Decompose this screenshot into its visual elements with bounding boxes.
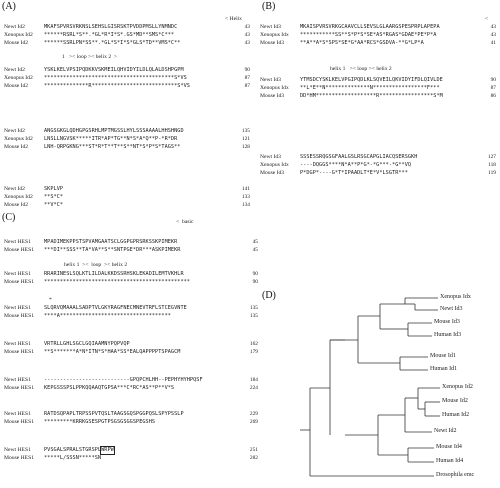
sequence-residues: *****************************************S*VS <box>44 75 187 81</box>
sequence-name: Xenopus Idx <box>260 162 289 168</box>
sequence-name: Newt Id3 <box>260 154 281 160</box>
sequence-residues: MPADIMEKPPSTSPVAMGAATSCLGGPGPRSRKSSKPIMEKR <box>44 239 178 245</box>
tree-leaf-label: Human Id4 <box>436 458 464 464</box>
residue-count: 41 <box>490 40 496 46</box>
residue-count: 43 <box>244 24 250 30</box>
sequence-residues: ******RSRL*S**.*GL*R*I*S*.GS*MD**SMS*C*** <box>44 32 175 38</box>
tree-leaf-label: Human Id3 <box>434 332 462 338</box>
sequence-residues: KEPGSSSPSLPPKQQAAQTGPSA***C*RC*AS**P**V*S <box>44 385 175 391</box>
tree-leaf-label: Newt Id3 <box>440 306 463 312</box>
panel-label-b: (B) <box>262 1 276 12</box>
sequence-name: Mouse Id3 <box>260 40 285 46</box>
residue-count: 282 <box>249 455 258 461</box>
sequence-residues: YTMSDCYSKLKELVPGIPQDLKLSQVEILQKVIDYIFDLQIVLDE <box>300 77 443 83</box>
sequence-residues: VRTRLLGHLSGCLGQIAAMNYPQPVQP <box>44 341 130 347</box>
sequence-residues: ***DI**SSS**TA*VA**S**SNTPGE*DR***ASKPIMEKR <box>44 247 181 253</box>
residue-count: 134 <box>241 202 250 208</box>
residue-count: 121 <box>241 136 250 142</box>
residue-count: 179 <box>249 349 258 355</box>
sequence-residues: *****L/SSSN*****SN <box>44 455 102 461</box>
residue-count: 118 <box>488 162 496 168</box>
sequence-residues: ---------------------------GPQPCHLHH--PEPHYHYHPQSF <box>44 377 203 383</box>
sequence-name: Mouse HES1 <box>4 385 34 391</box>
residue-count: 43 <box>244 40 250 46</box>
sequence-residues: ***********SS**S*P*S*SE*AS*RGAS*GDAE*PE*P*A <box>300 32 437 38</box>
sequence-name: Newt HES1 <box>4 447 31 453</box>
sequence-name: Newt Id2 <box>4 67 25 73</box>
sequence-residues: SKPLVP <box>44 186 64 192</box>
tree-leaf-label: Newt Id2 <box>434 428 457 434</box>
residue-count: 90 <box>252 271 258 277</box>
residue-count: 184 <box>249 377 258 383</box>
residue-count: 224 <box>249 385 258 391</box>
sequence-name: Newt HES1 <box>4 305 31 311</box>
sequence-name: Mouse Id3 <box>260 170 285 176</box>
sequence-residues: ****A*********************************** <box>44 313 171 319</box>
residue-count: 127 <box>487 154 496 160</box>
sequence-residues: RATDSQPAPLTRPSSPVTQSLTAAGSGQSPGGPQSLSPYPSSLP <box>44 411 184 417</box>
sequence-name: Mouse Id2 <box>4 40 29 46</box>
residue-count: 43 <box>490 32 496 38</box>
residue-count: 135 <box>249 305 258 311</box>
residue-count: 119 <box>488 170 496 176</box>
sequence-name: Newt Id3 <box>260 24 281 30</box>
residue-count: 45 <box>252 239 258 245</box>
sequence-name: Newt Id2 <box>4 186 25 192</box>
sequence-name: Newt Id3 <box>260 77 281 83</box>
panel-label-a: (A) <box>2 1 16 12</box>
sequence-residues: ******SSRLPN*SS**.*GL*S*I*S*GLS*TD**VMS*C** <box>44 40 181 46</box>
tree-leaf-label: Drosophila emc <box>436 472 475 478</box>
sequence-name: Newt HES1 <box>4 239 31 245</box>
panel-b-loop-annotation: helix 1 >< loop >< helix 2 <box>330 66 392 72</box>
sequence-name: Mouse Id2 <box>4 202 29 208</box>
residue-count: 86 <box>490 93 496 99</box>
sequence-name: Xenopus Id2 <box>4 75 33 81</box>
residue-count: 135 <box>249 313 258 319</box>
residue-count: 269 <box>249 419 258 425</box>
sequence-residues: RRARINESLSQLKTLILDALKKDSSRHSKLEKADILEMTVKHLR <box>44 271 184 277</box>
sequence-residues: SLQRVQMAAALSADPTVLGKYRAGFNECMNEVTRFLSTCEGVNTE <box>44 305 187 311</box>
sequence-name: Xenopus Id2 <box>4 32 33 38</box>
panel-label-d: (D) <box>262 290 276 301</box>
tree-leaf-label: Mouse Id1 <box>430 353 456 359</box>
panel-c-helix-annotation: helix 1 >< loop >< helix 2 <box>64 262 128 268</box>
residue-count: 135 <box>241 128 250 134</box>
tree-leaf-label: Xenopus Idx <box>440 294 471 300</box>
tree-leaf-label: Mouse Id4 <box>436 444 462 450</box>
tree-leaf-label: Mouse Id3 <box>434 319 460 325</box>
sequence-residues: ----DQGGS****N*A**P*G*-*G***-*G**VQ <box>300 162 412 168</box>
sequence-name: Newt HES1 <box>4 271 31 277</box>
sequence-name: Mouse HES1 <box>4 455 34 461</box>
sequence-residues: **************R***************************S*VS <box>44 83 190 89</box>
sequence-residues: SSSESSRQGSGFAALGSLRSGCAPGLIACQSERSGKH <box>300 154 418 160</box>
sequence-name: Newt HES1 <box>4 377 31 383</box>
sequence-name: Mouse HES1 <box>4 349 34 355</box>
sequence-name: Xenopus Idx <box>260 85 289 91</box>
panel-c-basic-annotation: < basic <box>176 219 194 225</box>
sequence-name: Newt HES1 <box>4 411 31 417</box>
sequence-name: Xenopus Id2 <box>4 136 33 142</box>
sequence-residues: DD*HM*******************R*****************S*M <box>300 93 443 99</box>
sequence-residues: **S*******A*N*ITN*S*HAA*SS*EALQAPPPPTSPAGCM <box>44 349 181 355</box>
sequence-name: Newt HES1 <box>4 341 31 347</box>
residue-count: 162 <box>249 341 258 347</box>
sequence-residues: **A**A*S*SPS*SE*G*AA*RCS*GSDVA-**G*LP*A <box>300 40 424 46</box>
panel-c-star-mark: * <box>49 297 52 303</box>
sequence-residues: LNSLLNGVSK*****ITR*AP*TG**N*S*A*Q**P-*R*DR <box>44 136 178 142</box>
sequence-residues: LNH-QRPGKNG***ST*R*T**T**S**NT*S*P*S*TAGS** <box>44 144 181 150</box>
residue-count: 128 <box>241 144 250 150</box>
sequence-residues: P*DGP*----G*T*IPAADLT*E*V*LSGTR*** <box>300 170 408 176</box>
panel-a-loop-annotation: 1 >< loop >< helix 2 > <box>62 54 118 60</box>
sequence-name: Mouse Id3 <box>260 93 285 99</box>
residue-count: 229 <box>249 411 258 417</box>
panel-b-helix-arrow: < <box>485 16 489 22</box>
tree-leaf-label: Human Id2 <box>442 412 470 418</box>
residue-count: 90 <box>490 77 496 83</box>
residue-count: 90 <box>252 279 258 285</box>
sequence-name: Newt Id2 <box>4 128 25 134</box>
wrpw-motif-box: WRPW <box>101 447 114 453</box>
sequence-residues: YSKLKELVPSIPQDKKVSKMEILQHVIDYILDLQLALDSHPGPM <box>44 67 184 73</box>
sequence-name: Mouse Id2 <box>4 144 29 150</box>
residue-count: 251 <box>249 447 258 453</box>
residue-count: 43 <box>490 24 496 30</box>
sequence-residues: MKAFSPVRSVRKNSLSEHSLGISRSKTPVDDPMSLLYNMNDC <box>44 24 178 30</box>
residue-count: 133 <box>241 194 250 200</box>
sequence-residues: **S*C* <box>44 194 64 200</box>
residue-count: 87 <box>244 75 250 81</box>
residue-count: 87 <box>244 83 250 89</box>
sequence-residues: PVSGALSPRALSTGRSPL <box>44 447 102 453</box>
residue-count: 90 <box>244 67 250 73</box>
sequence-residues: *********KRRKGSESPGTPSGSGSGGSPEGSHS <box>44 419 156 425</box>
sequence-residues: ANGSGKGLQDHGPGSRHLMPTMGSSLHYLSSSAAAALHHSHNGD <box>44 128 184 134</box>
sequence-residues: **V*C* <box>44 202 64 208</box>
sequence-name: Xenopus Id2 <box>4 194 33 200</box>
panel-label-c: (C) <box>2 212 16 223</box>
tree-leaf-label: Human Id1 <box>430 366 458 372</box>
tree-leaf-label: Mouse Id2 <box>442 398 468 404</box>
residue-count: 87 <box>490 85 496 91</box>
tree-leaf-label: Xenopus Id2 <box>442 384 473 390</box>
residue-count: 141 <box>241 186 250 192</box>
sequence-name: Newt Id2 <box>4 24 25 30</box>
sequence-residues: MKAISPVRSVRKGCAAVCLLSEVSLGLAARGSPESPRPLAPEPA <box>300 24 440 30</box>
residue-count: 45 <box>252 247 258 253</box>
sequence-name: Mouse HES1 <box>4 419 34 425</box>
sequence-name: Mouse HES1 <box>4 247 34 253</box>
sequence-name: Xenopus Idx <box>260 32 289 38</box>
sequence-residues: ********************************************** <box>44 279 190 285</box>
panel-a-helix-annotation: < Helix <box>225 16 242 22</box>
sequence-residues: **L*E**N**************N*****************F*** <box>300 85 440 91</box>
residue-count: 43 <box>244 32 250 38</box>
sequence-name: Mouse HES1 <box>4 279 34 285</box>
sequence-name: Mouse HES1 <box>4 313 34 319</box>
sequence-name: Mouse Id2 <box>4 83 29 89</box>
